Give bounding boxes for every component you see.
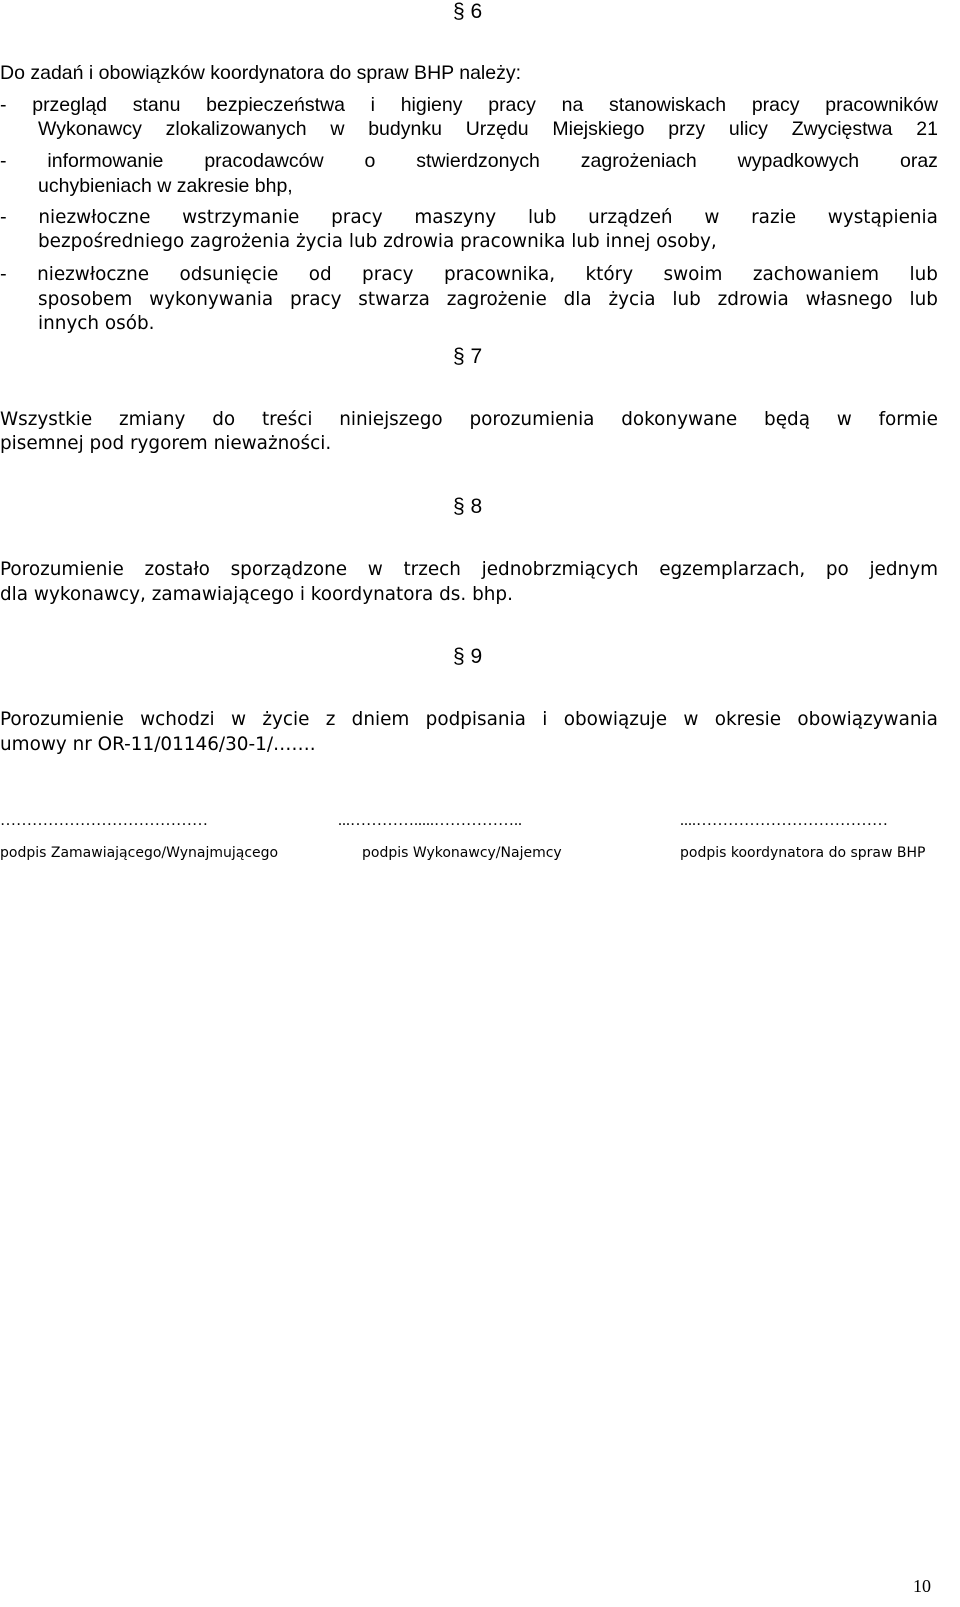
word: lub [527,207,557,228]
word: własnego [805,289,893,310]
word: w [367,559,383,580]
word: urządzeń [588,207,673,228]
word: i [370,94,375,116]
section-7-line-1 [0,409,938,430]
word: zostało [144,559,210,580]
signature-line-left: ………………………………… [0,812,208,829]
word: na [561,94,584,116]
signature-line-right: ....……………………………… [680,812,888,829]
word: 21 [916,118,938,140]
word: razie [751,207,797,228]
word: pracownika, [443,264,556,285]
word: pracy [751,94,800,116]
word: Wykonawcy [38,118,142,140]
section-6-item-4-line-3: innych osób. [38,313,155,334]
word: życie [262,709,310,730]
word: w [704,207,720,228]
section-9-line-2: umowy nr OR-11/01146/30-1/……. [0,734,316,755]
word: pracy [331,207,383,228]
word: maszyny [414,207,497,228]
word: odsunięcie [179,264,279,285]
word: higieny [400,94,463,116]
word: - [0,150,7,172]
word: zlokalizowanych [165,118,307,140]
word: stanowiskach [609,94,727,116]
word: i [542,709,548,730]
word: zagrożeniach [580,150,697,172]
section-6-item-1-line-2 [38,118,938,141]
word: informowanie [47,150,164,172]
word: Porozumienie [0,559,124,580]
word: pracy [488,94,536,116]
word: Urzędu [465,118,529,140]
word: od [308,264,332,285]
word: obowiązuje [563,709,668,730]
word: po [825,559,849,580]
word: Miejskiego [552,118,645,140]
word: obowiązywania [797,709,938,730]
word: który [585,264,634,285]
word: wchodzi [140,709,215,730]
word: będą [764,409,810,430]
word: zdrowia [717,289,789,310]
word: w [836,409,852,430]
word: wstrzymanie [182,207,300,228]
word: niezwłoczne [37,264,150,285]
word: niniejszego [339,409,443,430]
section-8-line-2: dla wykonawcy, zamawiającego i koordynatora ds. bhp. [0,584,513,605]
word: sporządzone [230,559,348,580]
word: dokonywane [621,409,738,430]
word: trzech [403,559,461,580]
section-6-heading: § 6 [453,0,483,23]
signature-line-center: ...………….....…………….. [338,812,522,829]
word: egzemplarzach, [659,559,806,580]
word: ulicy [728,118,768,140]
word: - [0,207,7,228]
word: jednym [869,559,938,580]
word: pracodawców [204,150,324,172]
word: dniem [351,709,410,730]
word: niezwłoczne [38,207,151,228]
section-7-heading: § 7 [453,345,483,368]
section-6-item-1-line-1 [0,94,938,117]
word: oraz [899,150,938,172]
section-6-item-2-line-1 [0,150,938,173]
word: swoim [663,264,723,285]
section-6-item-3-line-2: bezpośredniego zagrożenia życia lub zdrowia pracownika lub innej osoby, [38,231,717,252]
word: lub [909,289,938,310]
word: zmiany [118,409,186,430]
word: wystąpienia [827,207,938,228]
section-9-line-1 [0,709,938,730]
word: z [325,709,336,730]
word: sposobem [38,289,133,310]
word: - [0,94,7,116]
signature-label-center: podpis Wykonawcy/Najemcy [362,845,562,861]
section-6-item-3-line-1 [0,207,938,228]
word: porozumienia [469,409,595,430]
word: bezpieczeństwa [206,94,345,116]
word: przy [668,118,706,140]
section-8-heading: § 8 [453,495,483,518]
word: lub [909,264,938,285]
word: zachowaniem [752,264,880,285]
word: o [364,150,376,172]
section-6-item-4-line-2 [38,289,938,310]
word: jednobrzmiących [481,559,639,580]
word: lub [672,289,701,310]
word: Porozumienie [0,709,124,730]
word: stanu [132,94,181,116]
word: dla [563,289,592,310]
signature-label-left: podpis Zamawiającego/Wynajmującego [0,845,279,861]
section-9-heading: § 9 [453,645,483,668]
page-number: 10 [913,1576,931,1596]
word: pracy [289,289,342,310]
section-6-intro: Do zadań i obowiązków koordynatora do spraw BHP należy: [0,62,522,84]
word: - [0,264,7,285]
word: w [230,709,246,730]
word: wypadkowych [737,150,860,172]
word: Zwycięstwa [791,118,893,140]
word: pracy [362,264,414,285]
word: w [330,118,345,140]
word: Wszystkie [0,409,93,430]
word: podpisania [425,709,526,730]
word: budynku [368,118,442,140]
word: okresie [714,709,782,730]
word: do [212,409,236,430]
word: stwierdzonych [416,150,540,172]
word: w [683,709,699,730]
section-6-item-4-line-1 [0,264,938,285]
section-8-line-1 [0,559,938,580]
word: treści [261,409,313,430]
section-6-item-2-line-2: uchybieniach w zakresie bhp, [38,175,293,197]
word: zagrożenie [446,289,547,310]
word: wykonywania [149,289,274,310]
word: pracowników [825,94,938,116]
section-7-line-2: pisemnej pod rygorem nieważności. [0,433,332,454]
signature-label-right: podpis koordynatora do spraw BHP [680,845,926,861]
word: formie [878,409,938,430]
word: życia [608,289,656,310]
word: stwarza [358,289,430,310]
word: przegląd [32,94,108,116]
